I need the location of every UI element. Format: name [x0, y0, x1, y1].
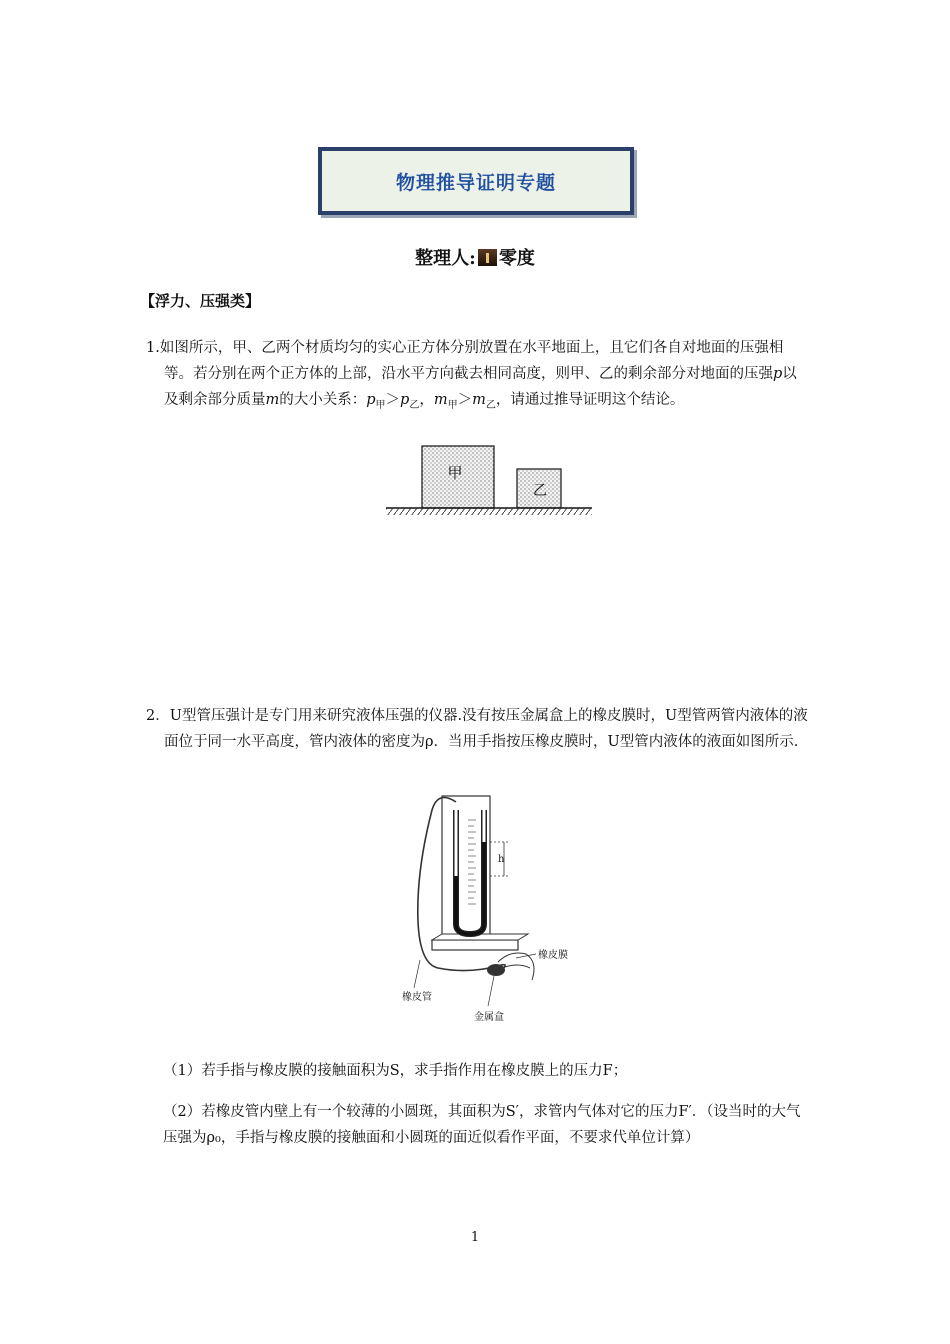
q2-number: 2． [146, 708, 170, 724]
q1-text-a: 如图所示，甲、乙两个材质均匀的实心正方体分别放置在水平地面上，且它们各自对地面的压强相等。若分别在两个正方体的上部，沿水平方向截去相同高度，则甲、乙的剩余部分对地面的压强 [159, 340, 784, 382]
author-line [0, 244, 950, 270]
q1-sub-jia: 甲 [375, 399, 386, 411]
q1-gt-2: ＞ [457, 392, 473, 408]
q2-text: U型管压强计是专门用来研究液体压强的仪器.没有按压金属盒上的橡皮膜时，U型管两管内液体的液面位于同一水平高度，管内液体的密度为ρ．当用手指按压橡皮膜时，U型管内液体的液面如图所示. [164, 708, 808, 750]
q1-gt-1: ＞ [385, 392, 401, 408]
finger-hand-icon [498, 953, 534, 980]
u-tube-manometer-figure [398, 792, 578, 1028]
cube-yi-label: 乙 [533, 483, 547, 499]
q1-rel-m: m [433, 392, 448, 408]
question-2 [146, 703, 810, 755]
q1-rel-m2: m [472, 392, 486, 408]
q1-rel-p2: p [400, 392, 410, 408]
cubes-figure [384, 440, 594, 516]
page-title: 物理推导证明专题 [395, 171, 556, 194]
q2-sub-question-2: （2）若橡皮管内壁上有一个较薄的小圆斑，其面积为S′，求管内气体对它的压力F′．（设当时的大气压强为ρ₀，手指与橡皮膜的接触面和小圆斑的面近似看作平面，不要求代单位计算） [163, 1104, 801, 1146]
q1-comma: ， [419, 392, 434, 408]
page-number: 1 [470, 1230, 480, 1245]
q1-rel-p: p [366, 392, 376, 408]
metal-box-label: 金属盒 [474, 1012, 504, 1023]
q1-m: m [265, 392, 280, 408]
question-1 [146, 335, 810, 419]
ground-hatch [386, 508, 592, 515]
q1-text-d: ，请通过推导证明这个结论。 [495, 392, 685, 408]
rubber-tube-label: 橡皮管 [402, 992, 432, 1003]
h-label: h [498, 854, 505, 865]
q1-text-b: 以及剩余部分质量 [164, 366, 797, 408]
q1-sub-yi-2: 乙 [485, 399, 496, 411]
metal-box [487, 964, 505, 976]
q1-p: p [773, 366, 783, 382]
q2-sub-question-1: （1）若手指与橡皮膜的接触面积为S，求手指作用在橡皮膜上的压力F； [163, 1063, 628, 1079]
cube-jia-label: 甲 [447, 464, 463, 482]
q1-sub-yi: 乙 [409, 399, 420, 411]
author-label: 整理人: [415, 248, 476, 269]
q1-text-c: 的大小关系： [279, 392, 367, 408]
membrane-label: 橡皮膜 [538, 950, 568, 961]
q1-sub-jia-2: 甲 [447, 399, 458, 411]
manometer-base [432, 940, 518, 950]
title-box [318, 147, 634, 215]
section-heading: 【浮力、压强类】 [140, 292, 261, 310]
author-avatar-icon [478, 249, 497, 266]
q1-number: 1. [146, 340, 160, 356]
author-name: 零度 [498, 248, 535, 269]
